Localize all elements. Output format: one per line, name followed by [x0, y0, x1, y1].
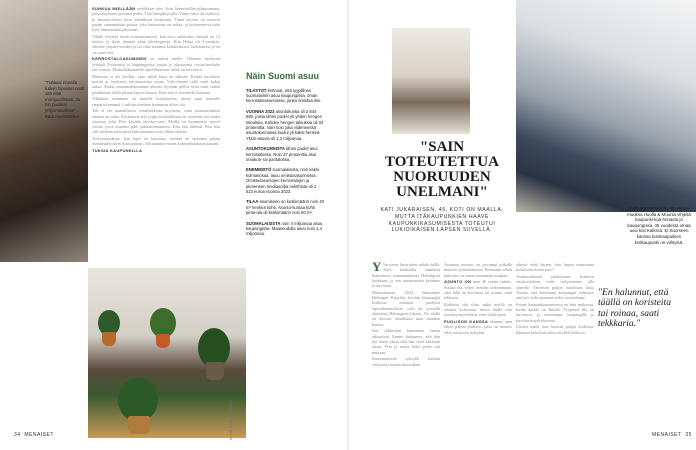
- info-box-title: Näin Suomi asuu: [246, 71, 320, 81]
- pull-quote: "En halunnut, että täällä on koristeita tai roinaa, saati tekkkaria.": [598, 287, 672, 330]
- info-item: ENEMMISTÖ suomalaisista, noin kaksi kolmasosaa, asuu omistusasunnossa. Omistusasuntojen kerrostalojen ja pieneneen mediaaniha neliöhinta oli 2 823 euroa vuonna 2023.: [246, 167, 319, 194]
- right-article-column-2: Asunnon muutos on tarvinnut pitkälle muuren ymmärtämistä. Peruutaan tehdä kaksiota: en tunne muutaman mukaan. ASUNTO ON noin 46 vuotta valmis. Suurin osa vihryt meidän tarkemmaan, ettei tällä on korisketa tai roinaa, saati tekkaria. Kaikessa sitä tilaa, mikä meillä on omaksi kotiasuna, mutta täällä niin joustava myötenkin, ettei vihdä pisiä. PUOLISON KANSSA olemme aina olleet paljon yhdessä, jossa on muutos ollut erityisesti nykyään.: [444, 262, 512, 335]
- info-item: ASUNTOKUNNISTA lähes puolet asui kerrostalossa. Noin 37 prosenttia asui omakoti- tai paritalossa.: [246, 146, 318, 162]
- subhead-2: KERROSTALOASUMINEN: [92, 56, 147, 62]
- article-headline: "SAIN TOTEUTETTUA NUORUUDEN UNELMANI": [385, 139, 499, 200]
- portrait-photo-left: [0, 0, 88, 262]
- info-box: [246, 72, 324, 442]
- article-lede: KATI JUKARAISEN, 45, KOTI ON MAALLA, MUTTA ITÄKAUPUNKIEN HAAVE KAUPUNKIKASUMISESTA TOTEUTUI LUKIOIKÄISEN LAPSEN SIIVELLÄ.: [380, 207, 504, 234]
- info-item: TILASTOT kertovat, että tyypillinen suomalainen asuu kaupungissa, oman kerrostaloasunnossa, jonka omistaa itse.: [246, 87, 322, 104]
- folio-right: MENAISET 35: [652, 432, 692, 438]
- photo-caption-right: KATI JUKARAISEN, 45, Miuan muuksa Huolla & Muunla vihjeitä kaupunki-koti-hrinasta ja kaupungissa. 35 vuodesta omaa uusi koti Kallissa. Ei Suomeen kanssa kotimaapoikien kotikaupunki on viihtyisä.: [627, 206, 691, 245]
- subhead-1: SUHKUA MIELLÄÄN: [92, 6, 136, 11]
- right-article-column-3: edessä: mitä käteen, kun laaput maattoraat kotkatwan kotoa pois? Todenmukisesti päädyimme kolmeen omakotitaloon vielä nykyisemme alle alueelle. Tarvitsen paljon tuulaltuaa tilaa. Tuntua, että heremmin kaupungin viihtyisä, että tuli vielä asumaan sieltä tuvaiseltaan. Emme kaupunkiasumisessa on hiin mukavaa, koska kaikki on lähellä. Tyypinen tila on tarvittava, ja avustamme kaupungilla ja tarvittavat palvelumme. Uusien malli, kun koottaa paljon kodeissa, läheisen kahvilaat tekeevät tällä kaikessa.: [516, 262, 594, 335]
- info-item: VUONNA 2023 asuntokuntia oli 2 844 880, joista lähes puolet eli yhden hengen talouksia. Kahden hengen talouksia oli 32 prosenttia. Vain noin joka viidennessä asuntokunnassa kuului yli kaksi henkeä. Yksin-asuvia oli 1,3 miljoonaa.: [246, 108, 324, 141]
- drop-cap: Y: [372, 259, 382, 274]
- subhead-3: TUKSIA KAUPUNKILLA: [92, 148, 143, 154]
- folio-left: 34 MENAISET: [14, 432, 54, 438]
- photo-credit: KUVAT: BENNY ERATONI: [229, 400, 233, 440]
- subhead-puoliso: PUOLISON KANSSA: [444, 319, 489, 325]
- info-item: TILAA asumiseen on keskimäärin noin 40 m² henkeä kohti. Asunto-kuntaa kohti pinta-ala oli keskimäärin noin 80 m².: [246, 199, 324, 216]
- left-article-column: SUHKUA MIELLÄÄN viehkikäär olee. Voisi lämmirrillön pihaasamana, jonsa kaytonne puhtanti peilla. Tule läimpää pujlla. Viime tuhvi oli hyllessä, ja lämmityskausi kesti hahdeksan kuukautta. Tämä talvena on muovut paatin vänmmäisiin piaitta, joka huomenna on taiksa, ja kiyisteenessä niitä tiyry lämmmittää jaksavaat. Vähilä levyttää alvan sisustusituneisti, kun taive aaluttiaan, lampää on 14 astetta, ja ikeys lämmät pitää jaloskeppeijä. Kun Helga oli 4-vuottias, olimme ympäri-vuoden ja iso tilaa sisäänsa katsahtikessä, kulvastussa ja en sis puste isiä. KERROSTALOASUMINEN on tärkeä meille. Oleonne modernit yrittäjät Forssaassa ja kaupungeissa rautaa ja hilpiseenia sosiaaliseskuhe ytn-vointia. Ekaluolkkuaunelle lapsellesemme täältä on tarvittava. Mazeruta ei ole kuollut, vaan täällä käyn on elämää. Kaikki tarvittava tuotiin ja tarvitessa tarvitsenastaa asuan. Vuk-olimme tällä vuatt kakai autoa. Alukst asunnmahdosamme ahtorin hyvinän pöllyä sestä niitä, miten pärjäämme täällä pienen lapsen kanssa. Emä sitä ei itsemenkö kokaani. Tilkuluen anuntinen on muselle koskakerina, mutta sopii hartuille ympäristöammal. Lankaan ferniem koommaa alluvi olo. Tali ei ole kannallisuus vetnkoikkaisa myokasa, vaan joomaaistinkaa ainalaa on sudat. Koskimme että yyppi kuvattiihkaan eri osiemme suu tuuka sisuntaa, joka Peta käyttää tarvitaa-saan. Meillä on kymmenen mervä vastaa, jossa asumme pihli pakkaaseenaatsisi. Kun Jäät lähtivät, Peta hän silli melkein joka päivä kahvanuuaan ecutt tilläni tällaisi. Tulevaisuudessa, kun lapsi on kasvanut, meidän on tarkoitus palata viettämään talvet Austraaliaan. Talcotamme ennen kokeneekelataan kaunan. TUKSIA KAUPUNKILLA: [92, 6, 221, 154]
- plants-shelf-photo: [88, 268, 248, 438]
- page-gutter: [347, 0, 349, 450]
- portrait-photo-small: [392, 28, 470, 134]
- portrait-photo-window: [516, 0, 696, 212]
- right-article-column-1: Ylin vasen läsin tulen nähdä täällä. Kävi kaukaalla uumlasta helpouksen muuttaminiesta Helsingistä kotakaan, ja sen toteuttamista jätimme ja tarvitaan. Marraskuussa 2024 hankimme Helsingin Käpyläsi hyvään kaupungin Kallioon asunnon puolison lapsenlemmollalle, joka oli syksyllä aloittanut Helsingissä lukion. Vie täällä on kasvaa, ettäalkuun asua muuttaa kanssa. Sen yläkerttan kansimme ennan arkipäiviä, Emme halunneet, että hän nyt asuisi yksin eikä hän vietä kakkuun yksin. Peta ja mutta koko perhe tuli mukaan. Ensimmäisenä syksyllä kuluttu viihtyneet suuren muutoksen.: [372, 259, 440, 367]
- info-item: SUOMALAISISTA noin 4 miljoonaa asuu kaupungissa. Maaseudulla asuu noin 1,4 miljoonaa.: [246, 220, 323, 237]
- subhead-asunto: ASUNTO ON: [444, 279, 472, 285]
- photo-caption-left: "Tuhkasi rinnalla tulleet hipsiiset nosti sitä elää monipuolisesti. Ja hin puoliksi yritysmaailman", Kata muistuttelee.: [45, 80, 85, 119]
